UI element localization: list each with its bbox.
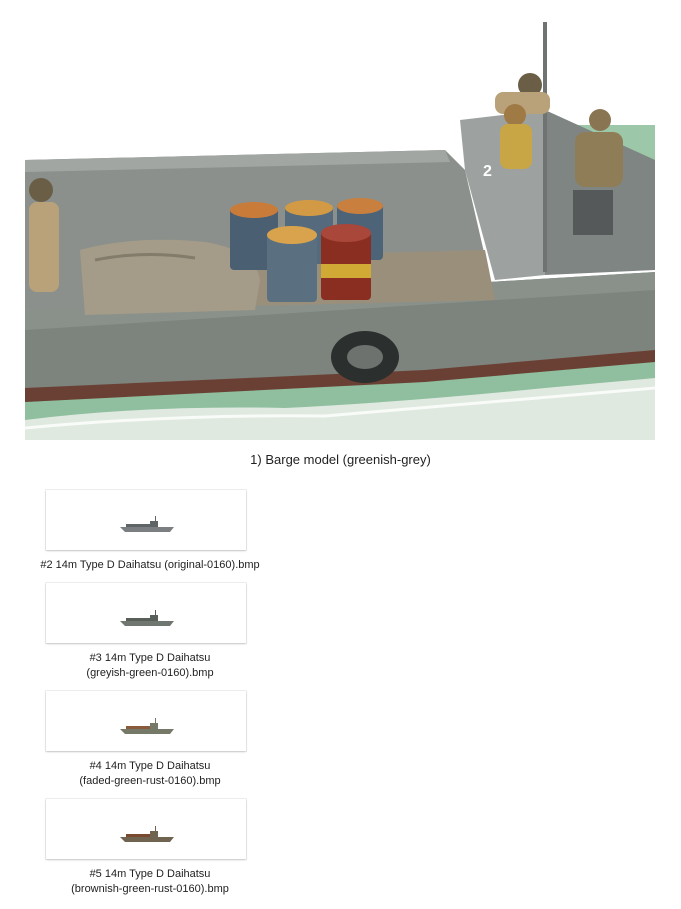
barge-silhouette-icon bbox=[120, 826, 174, 842]
barge-silhouette-icon bbox=[120, 610, 174, 626]
thumbnail-greyish-green[interactable] bbox=[46, 583, 246, 643]
thumbnail-caption: #5 14m Type D Daihatsu (brownish-green-rust-0160).bmp bbox=[71, 868, 229, 895]
main-image-caption: 1) Barge model (greenish-grey) bbox=[250, 452, 431, 467]
barge-model-photo bbox=[25, 10, 655, 440]
thumbnail-caption: #3 14m Type D Daihatsu (greyish-green-0160).bmp bbox=[86, 652, 214, 679]
thumbnail-caption: #4 14m Type D Daihatsu (faded-green-rust-0160).bmp bbox=[79, 760, 221, 787]
thumbnail-original[interactable] bbox=[46, 490, 246, 550]
barge-silhouette-icon bbox=[120, 718, 174, 734]
barge-silhouette-icon bbox=[120, 516, 174, 532]
thumbnail-faded-green-rust[interactable] bbox=[46, 691, 246, 751]
thumbnail-brownish-green-rust[interactable] bbox=[46, 799, 246, 859]
thumbnail-caption: #2 14m Type D Daihatsu (original-0160).bmp bbox=[40, 559, 260, 571]
hull-number: 2 bbox=[483, 163, 492, 180]
